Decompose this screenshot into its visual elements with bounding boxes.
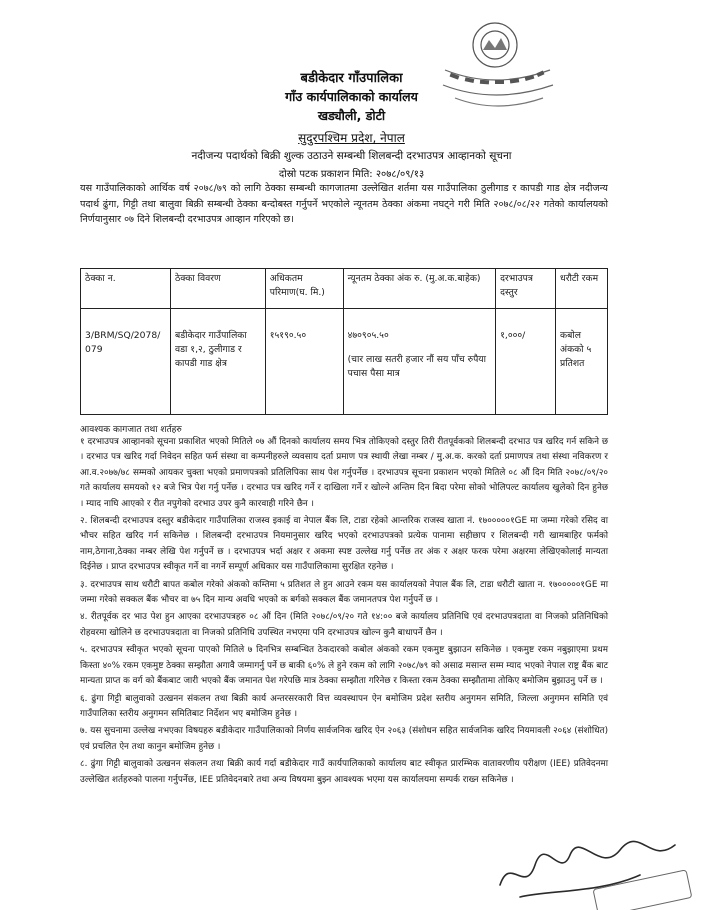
- cell-quantity: [265, 309, 343, 415]
- condition-2: २. शिलबन्दी दरभाउपत्र दस्तुर बडीकेदार गाउँपालिका राजस्व इकाई वा नेपाल बैंक लि, टाडा रहेको आन्तरिक राजस्व खाता नं. १७०००००१GE मा जम्मा गरेको रसिद वा भौचर सहित खरिद गर्न सकिनेछ । शिलबन्दी दरभाउपत्र नियमानुसार खरिद भएको दरभाउपत्रको प्रत्येक पानामा सहीछाप र शिलबन्दी गरी खामबाहिर फर्मको नाम,ठेगाना,ठेक्का नम्बर लेखि पेश गर्नुपर्ने छ । दरभाउपत्र भर्दा अक्षर र अकमा स्पष्ट उल्लेख गर्नु पर्नेछ तर अंक र अक्षर फरक परेमा अक्षरमा लेखिएकोलाई मान्यता दिईनेछ । प्राप्त दरभाउपत्र स्वीकृत गर्ने वा नगर्ने सम्पूर्ण अधिकार यस गाउँपालिकामा सुरक्षित रहनेछ ।: [80, 516, 608, 573]
- conditions-heading: आवश्यक कागजात तथा शर्तहरु: [80, 425, 182, 435]
- tender-no-value: 3/BRM/SQ/2078/ 079: [85, 330, 161, 355]
- municipality-name: बडीकेदार गाँउपालिका: [300, 71, 403, 86]
- deposit-value: कबोल अंकको ५ प्रतिशत: [560, 330, 592, 369]
- cell-min-amount: [343, 309, 496, 415]
- condition-6: ६. ढुंगा गिट्टी बालुवाको उत्खनन संकलन तथा बिक्री कार्य अन्तरसरकारी वित्त व्यवस्थापन ऐन बमोजिम प्रदेश स्तरीय अनुगमन समिति, जिल्ला अनुगमन समिति एवं गाउँपालिका स्तरीय अनुगमन समितिबाट निर्देशन भए बमोजिम हुनेछ ।: [80, 693, 608, 719]
- col-header-quantity: अधिकतम परिमाण(घ. मि.): [265, 269, 343, 309]
- col-header-min-amount: न्यूनतम ठेक्का अंक रु. (मु.अ.क.बाहेक): [343, 269, 496, 309]
- col-header-fee: दरभाउपत्र दस्तुर: [496, 269, 556, 309]
- office-name: गाँउ कार्यपालिकाको कार्यालय: [285, 89, 418, 104]
- condition-5: ५. दरभाउपत्र स्वीकृत भएको सूचना पाएको मितिले ७ दिनभित्र सम्बन्धित ठेकदारको कबोल अंकको रकम एकमुष्ट बुझाउन सकिनेछ । एकमुष्ट रकम नबुझाएमा प्रथम किस्ता ४०% रकम एकमुष्ट ठेक्का सम्झौता अगावै जम्मागर्नु पर्ने छ बाकी ६०% ले हुने रकम को लागि २०७८/७९ को असाढ मसान्त सम्म म्याद भएको नेपाल राष्ट्र बैंक बाट मान्यता प्राप्त क वर्ग को बैंकबाट जारी भएको बैंक जमानत पेश गरेपछि मात्र ठेक्का सम्झौता गरिनेछ र किस्ता रकम ठेक्का सम्झौतामा तोकिए बमोजिम बुझाउनु पर्ने छ ।: [80, 645, 608, 687]
- cell-deposit: [556, 309, 608, 415]
- condition-4: ४. रीतपूर्वक दर भाउ पेश हुन आएका दरभाउपत्रहरु ०८ औं दिन (मिति २०७८/०९/२० गते १४:०० बजे कार्यालय प्रतिनिधि एवं दरभाउपत्रदाता वा निजको प्रतिनिधिको रोहवरमा खोलिने छ दरभाउपत्रदाता वा निजको प्रतिनिधि उपस्थित नभएमा पनि दरभाउपत्र खोल्न कुनै बाधापर्ने छैन ।: [80, 612, 608, 638]
- intro-paragraph: यस गाउँपालिकाको आर्थिक वर्ष २०७८/७९ को लागि ठेक्का सम्बन्धी कागजातमा उल्लेखित शर्तमा यस गाउँपालिका ठुलीगाड र कापडी गाड क्षेत्र नदीजन्य पदार्थ ढुंगा, गिट्टी तथा बालुवा बिक्री सम्बन्धी ठेक्का बन्दोबस्त गर्नुपर्ने भएकोले न्यूनतम ठेक्का अंकमा नघट्ने गरी मिति २०७८/०८/२२ गतेको कार्यालयको निर्णयानुसार ०७ दिने शिलबन्दी दरभाउपत्र आव्हान गरिएको छ।: [80, 183, 608, 225]
- cell-tender-no: [81, 309, 171, 415]
- amount-words: (चार लाख सतरी हजार नौं सय पाँच रुपैया पचास पैसा मात्र: [347, 354, 486, 379]
- col-header-deposit: धरौटी रकम: [556, 269, 608, 309]
- cell-fee: [496, 309, 556, 415]
- cell-description: [170, 309, 265, 415]
- condition-3: ३. दरभाउपत्र साथ धरौटी बापत कबोल गरेको अंकको कम्तिमा ५ प्रतिशत ले हुन आउने रकम यस कार्यालयको नेपाल बैंक लि, टाडा धरौटी खाता न. १७०००००१GE मा जम्मा गरेको सक्कल बैंक भौचर वा ७५ दिन मान्य अवधि भएको क बर्गको सक्कल बैंक जमानतपत्र पेश गर्नुपर्ने छ ।: [80, 579, 608, 606]
- col-header-tender-no: ठेक्का न.: [81, 269, 171, 309]
- description-value: बडीकेदार गाउँपालिका वडा १,२, ठुलीगाड र कापडी गाड क्षेत्र: [174, 330, 247, 369]
- table-header-row: [81, 269, 608, 309]
- signature-stroke: [500, 841, 675, 885]
- office-location: खड्यौली, डोटी: [317, 108, 386, 123]
- amount-value: ४७०९०५.५०: [347, 330, 389, 341]
- conditions-list: [80, 435, 608, 788]
- tender-table: [80, 268, 608, 415]
- province-name: सुदुरपश्चिम प्रदेश, नेपाल: [298, 131, 405, 145]
- col-header-description: ठेक्का विवरण: [170, 269, 265, 309]
- publication-date: दोस्रो पटक प्रकाशन मिति: २०७८/०९/१३: [278, 169, 425, 180]
- notice-title: नदीजन्य पदार्थको बिक्री शुल्क उठाउने सम्बन्धी शिलबन्दी दरभाउपत्र आव्हानको सूचना: [191, 150, 512, 162]
- quantity-value: १५१९०.५०: [269, 330, 307, 341]
- fee-value: १,०००/: [500, 330, 526, 341]
- condition-8: ८. ढुंगा गिट्टी बालुवाको उत्खनन संकलन तथा बिक्री कार्य गर्दा बडीकेदार गाउँ कार्यपालिकाको कार्यालय बाट स्वीकृत प्रारम्भिक वातावरणीय परीक्षण (IEE) प्रतिवेदनमा उल्लेखित शर्तहरुको पालना गर्नुपर्नेछ, IEE प्रतिवेदनबारे तथा अन्य विषयमा बुझ्न आवश्यक भएमा यस कार्यालयमा सम्पर्क राख्न सकिनेछ ।: [80, 759, 608, 785]
- condition-1: १ दरभाउपत्र आव्हानको सूचना प्रकाशित भएको मितिले ०७ औं दिनको कार्यालय समय भित्र तोकिएको दस्तुर तिरी रीतपूर्वकको शिलबन्दी दरभाउ पत्र खरिद गर्न सकिने छ । दरभाउ पत्र खरिद गर्दा निवेदन सहित फर्म संस्था वा कम्पनीहरुले व्यवसाय दर्ता प्रमाण पत्र स्थायी लेखा नम्बर / मु.अ.क. करको दर्ता प्रमाणपत्र तथा संस्था नविकरण र आ.व.२०७७/७८ सम्मको आयकर चुक्ता भएको प्रमाणपत्रको प्रतिलिपिका साथ पेश गर्नुपर्नेछ । दरभाउपत्र सूचना प्रकाशन भएको मितिले ०८ औं दिन मिति २०७८/०९/२० गते कार्यालय समयको १२ बजे भित्र पेश गर्नु पर्नेछ । दरभाउ पत्र खरिद गर्ने र दाखिला गर्ने र खोल्ने अन्तिम दिन बिदा परेमा सोको भोलिपल्ट कार्यालय खुलेको दिन हुनेछ । म्याद नाघि आएको र रीत नपुगेको दरभाउ उपर कुनै कारवाही गरिने छैन ।: [80, 437, 608, 509]
- table-row: [81, 309, 608, 415]
- emblem-circle-icon: [473, 23, 517, 67]
- condition-7: ७. यस सुचनामा उल्लेख नभएका विषयहरु बडीकेदार गाउँपालिकाको निर्णय सार्वजनिक खरिद ऐन २०६३ (संशोधन सहित सार्वजनिक खरिद नियमावली २०६४ (संशोधित) एवं प्रचलित ऐन तथा कानुन बमोजिम हुनेछ ।: [80, 726, 608, 752]
- signature-stamp: [490, 835, 700, 910]
